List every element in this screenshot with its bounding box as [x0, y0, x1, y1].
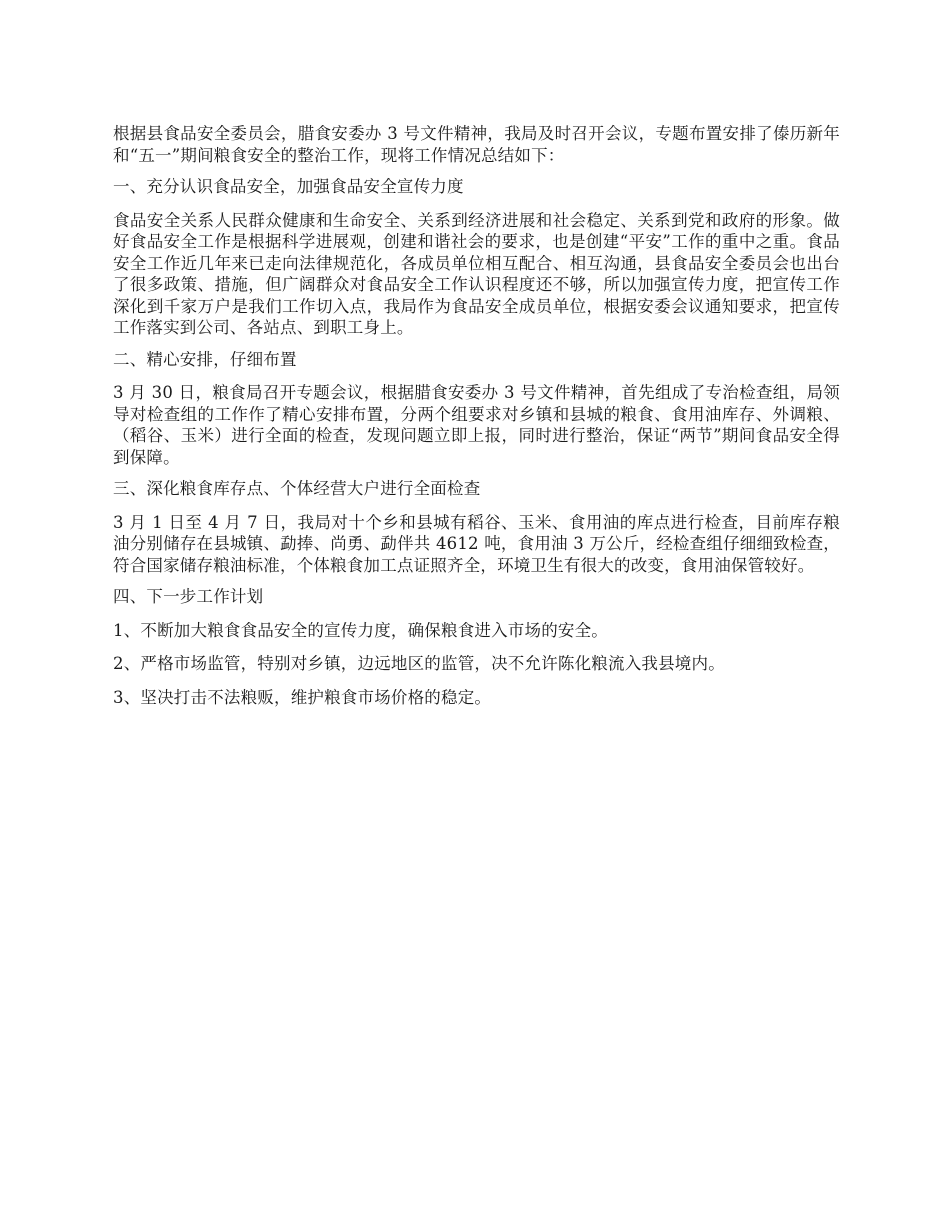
section-heading-4: 四、下一步工作计划 [113, 587, 264, 606]
section-body-1: 食品安全关系人民群众健康和生命安全、关系到经济进展和社会稳定、关系到党和政府的形象。做好食品安全工作是根据科学进展观，创建和谐社会的要求，也是创建“平安”工作的重中之重。食品安全工作近几年来已走向法律规范化，各成员单位相互配合、相互沟通，县食品安全委员会也出台了很多政策、措施，但广阔群众对食品安全工作认识程度还不够，所以加强宣传力度，把宣传工作深化到千家万户是我们工作切入点，我局作为食品安全成员单位，根据安委会议通知要求，把宣传工作落实到公司、各站点、到职工身上。 [113, 210, 840, 337]
section-body-2: 3 月 30 日，粮食局召开专题会议，根据腊食安委办 3 号文件精神，首先组成了专治检查组，局领导对检查组的工作作了精心安排布置，分两个组要求对乡镇和县城的粮食、食用油库存、外调粮、（稻谷、玉米）进行全面的检查，发现问题立即上报，同时进行整治，保证“两节”期间食品安全得到保障。 [113, 383, 840, 467]
section-heading-3: 三、深化粮食库存点、个体经营大户进行全面检查 [113, 479, 481, 498]
section-body-3: 3 月 1 日至 4 月 7 日，我局对十个乡和县城有稻谷、玉米、食用油的库点进行检查，目前库存粮油分别储存在县城镇、勐捧、尚勇、勐伴共 4612 吨，食用油 3 万公斤，经检查组仔细细致检查，符合国家储存粮油标准，个体粮食加工点证照齐全，环境卫生有很大的改变，食用油保管较好。 [113, 512, 840, 575]
plan-item-2: 2、严格市场监管，特别对乡镇，边远地区的监管，决不允许陈化粮流入我县境内。 [113, 654, 725, 673]
section-heading-1: 一、充分认识食品安全，加强食品安全宣传力度 [113, 177, 464, 196]
intro-paragraph: 根据县食品安全委员会，腊食安委办 3 号文件精神，我局及时召开会议，专题布置安排了傣历新年和“五一”期间粮食安全的整治工作，现将工作情况总结如下： [113, 124, 840, 165]
plan-item-3: 3、坚决打击不法粮贩，维护粮食市场价格的稳定。 [113, 687, 492, 707]
section-heading-2: 二、精心安排，仔细布置 [113, 349, 297, 369]
document-page [113, 123, 840, 720]
plan-item-1: 1、不断加大粮食食品安全的宣传力度，确保粮食进入市场的安全。 [113, 620, 608, 640]
